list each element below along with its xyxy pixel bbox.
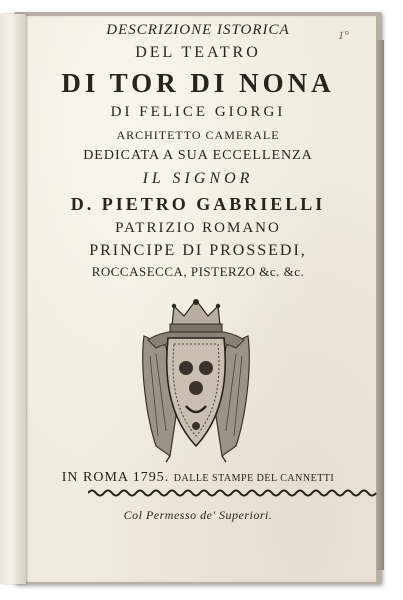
title-line-descrizione: DESCRIZIONE ISTORICA (106, 22, 290, 38)
dedicatee-title: PATRIZIO ROMANO (115, 220, 281, 236)
imprint-line (20, 470, 376, 486)
imprint-printer: DALLE STAMPE DEL CANNETTI (173, 473, 335, 484)
author-title: ARCHITETTO CAMERALE (116, 128, 280, 142)
folio-mark: 1° (338, 28, 349, 42)
coat-of-arms-illustration (136, 296, 256, 464)
ornamental-rule (88, 488, 380, 498)
dedicatee-territories: ROCCASECCA, PISTERZO &c. &c. (91, 264, 305, 279)
dedication-il-signor: IL SIGNOR (142, 170, 254, 187)
dedication-line: DEDICATA A SUA ECCELLENZA (83, 148, 313, 163)
title-line-del-teatro: DEL TEATRO (135, 44, 261, 61)
book-spine-fold (0, 14, 26, 584)
imprimatur-line: Col Permesso de' Superiori. (123, 508, 273, 522)
main-title: DI TOR DI NONA (61, 68, 335, 98)
dedicatee-principality: PRINCIPE DI PROSSEDI, (89, 242, 307, 259)
author-line: DI FELICE GIORGI (110, 104, 286, 120)
imprint-place-date: IN ROMA 1795. (61, 470, 170, 485)
dedicatee-name: D. PIETRO GABRIELLI (70, 194, 326, 214)
